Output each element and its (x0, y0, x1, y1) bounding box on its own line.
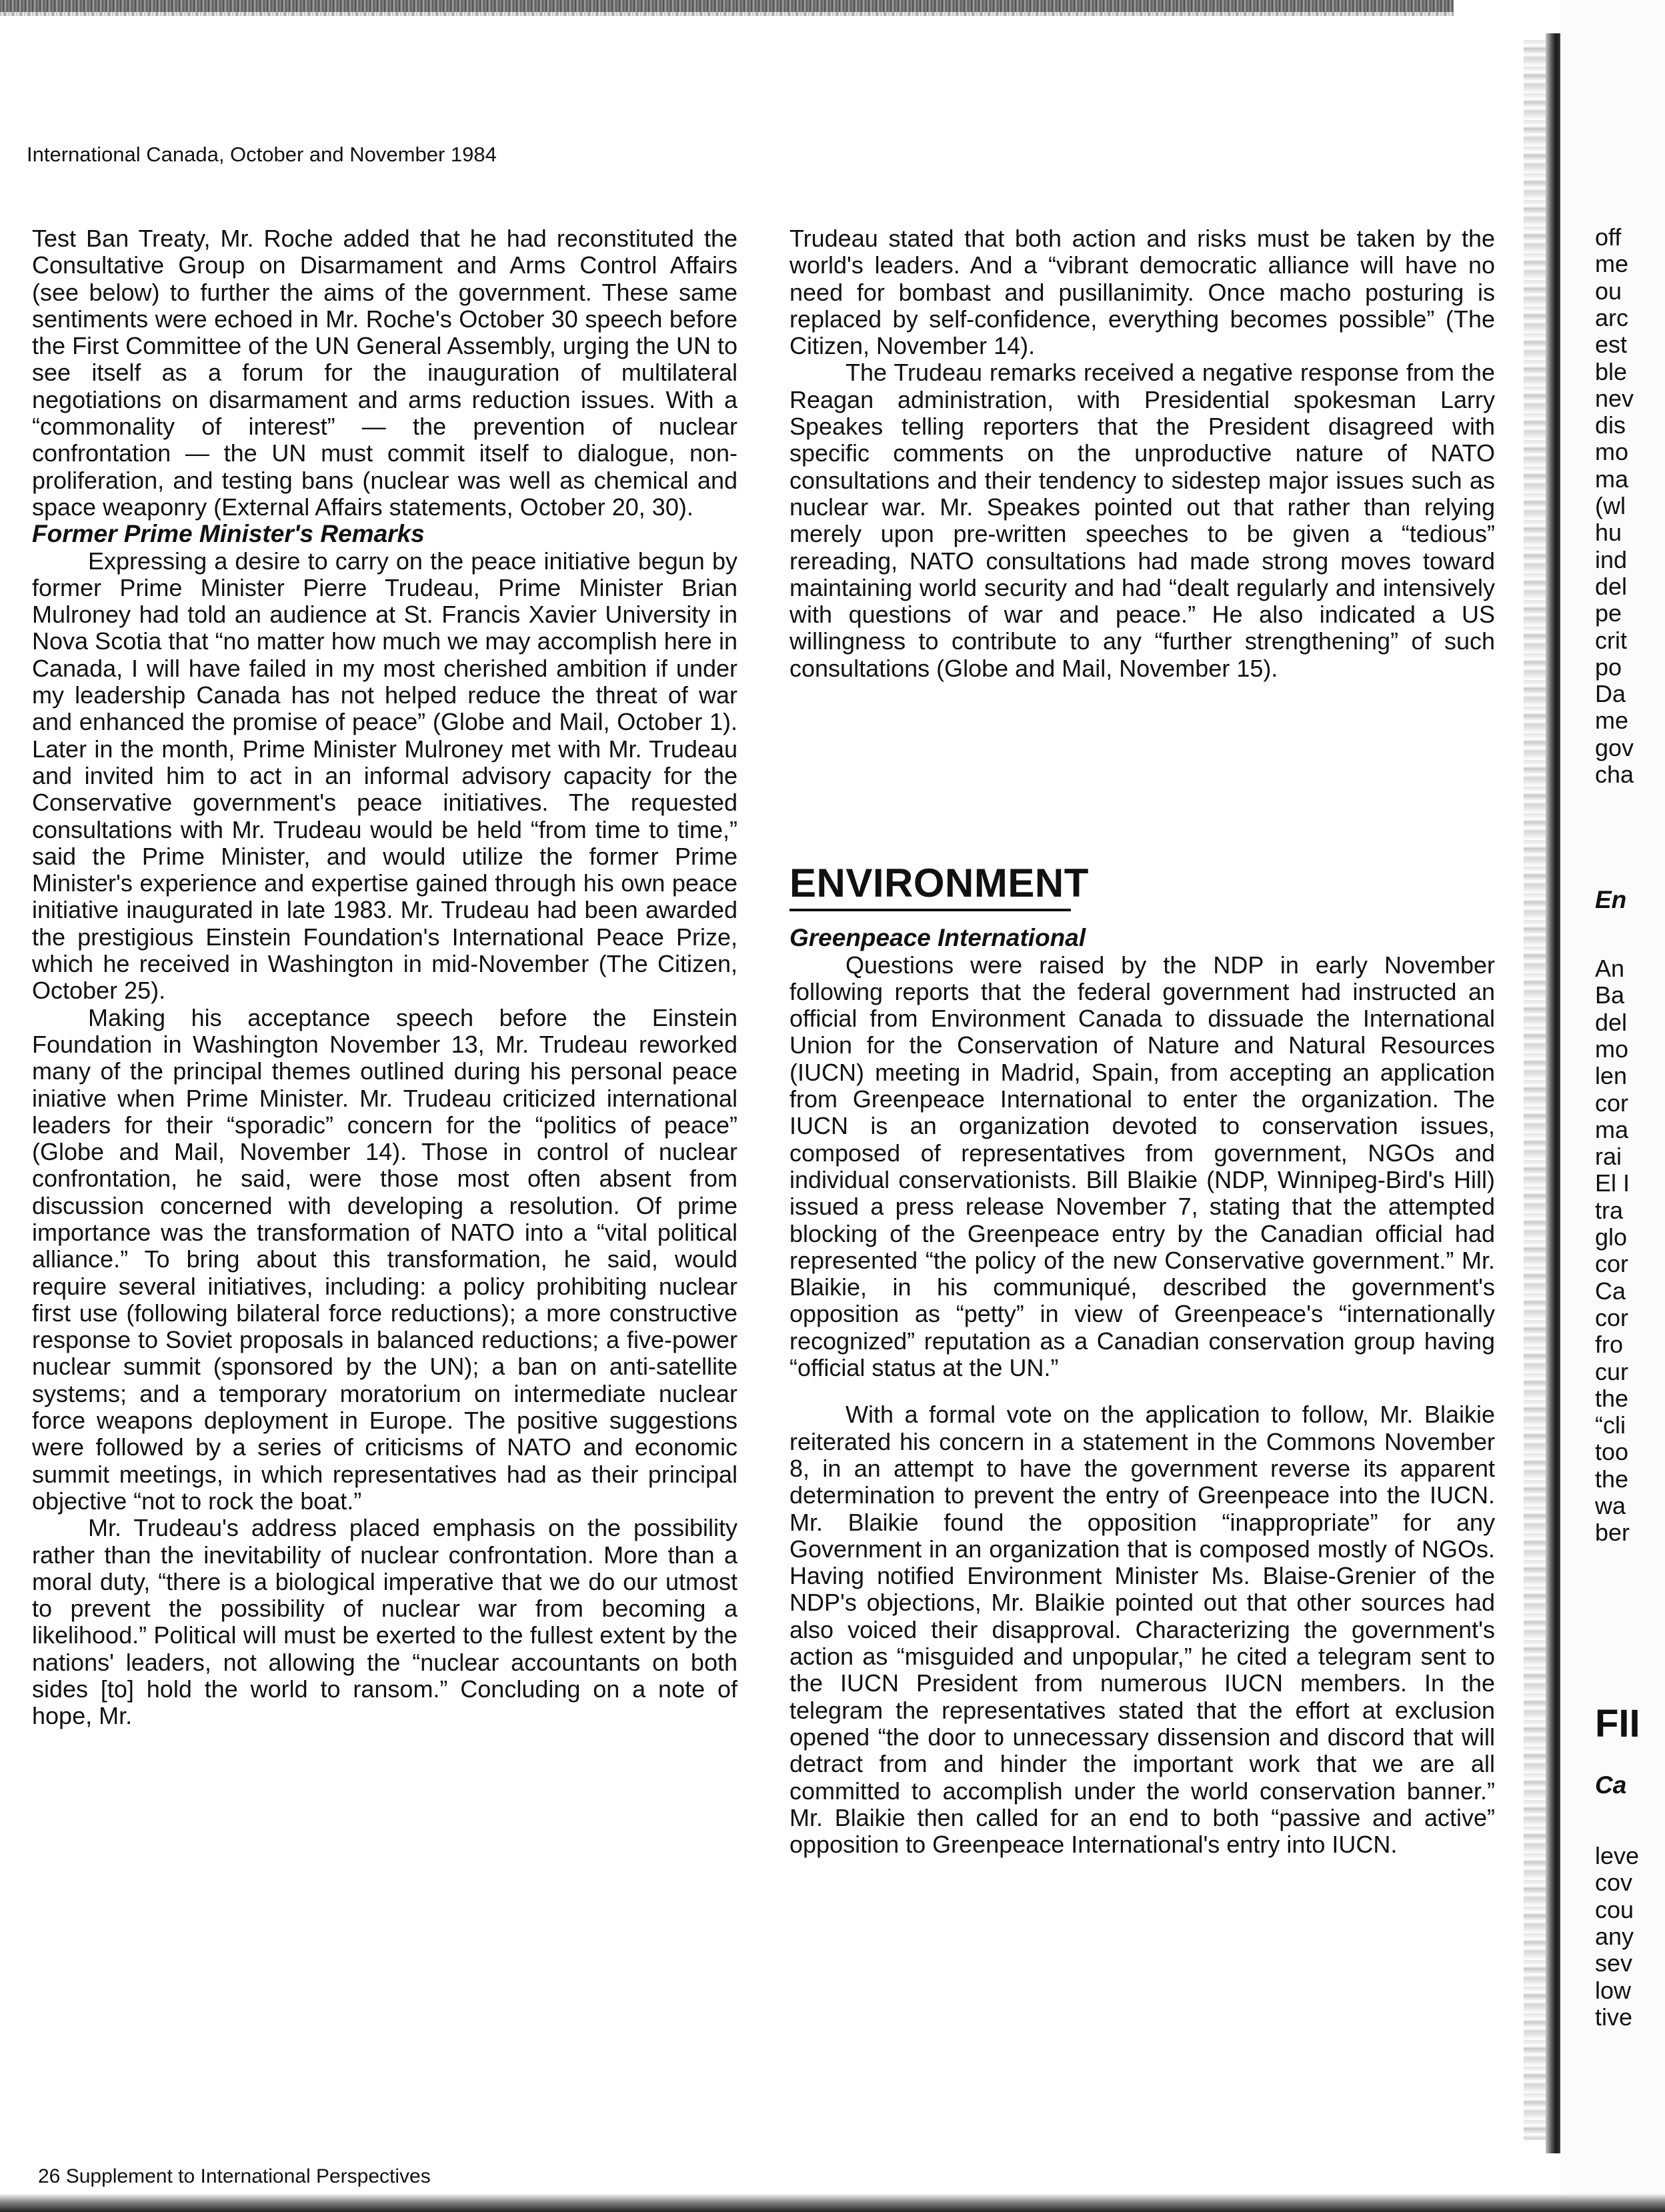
facing-line-fragment: Ba (1595, 981, 1625, 1009)
facing-line-fragment: ou (1595, 277, 1622, 305)
facing-line-fragment: ind (1595, 545, 1628, 573)
facing-line-fragment: po (1595, 653, 1622, 681)
mid-paragraph-1: Trudeau stated that both action and risks must be taken by the world's leaders. And a “vibrant democratic alliance will have no need for bombast and pusillanimity. Once macho posturing is replaced by self-confidence, everything becomes possible” (The Citizen, November 14). (789, 225, 1495, 360)
left-paragraph-2: Expressing a desire to carry on the peace initiative begun by former Prime Minister Pierre Trudeau, Prime Minister Brian Mulroney had told an audience at St. Francis Xavier University in Nova Scotia that “no matter how much we may accomplish here in Canada, I will have failed in my most cherished ambition if under my leadership Canada has not helped reduce the threat of war and enhanced the promise of peace” (Globe and Mail, October 1). Later in the month, Prime Minister Mulroney met with Mr. Trudeau and invited him to act in an informal advisory capacity for the Conservative government's peace initiatives. The requested consultations with Mr. Trudeau would be held “from time to time,” said the Prime Minister, and would utilize the former Prime Minister's experience and expertise gained through his own peace initiative inaugurated in late 1983. Mr. Trudeau had been awarded the prestigious Einstein Foundation's International Peace Prize, which he received in Washington in mid-November (The Citizen, October 25). (32, 547, 737, 1005)
facing-line-fragment: cor (1595, 1303, 1629, 1331)
left-paragraph-1: Test Ban Treaty, Mr. Roche added that he had reconstituted the Consultative Group on Disarmament and Arms Control Affairs (see below) to further the aims of the government. These same sentiments were echoed in Mr. Roche's October 30 speech before the First Committee of the UN General Assembly, urging the UN to see itself as a forum for the inauguration of multilateral negotiations on disarmament and arms reduction issues. With a “commonality of interest” — the prevention of nuclear confrontation — the UN must commit itself to dialogue, non-proliferation, and testing bans (nuclear was well as chemical and space weaponry (External Affairs statements, October 20, 30). (32, 225, 737, 521)
facing-line-fragment: ber (1595, 1519, 1630, 1547)
facing-subhead-2: Ca (1595, 1771, 1627, 1799)
facing-line-fragment: wa (1595, 1492, 1626, 1519)
subhead-greenpeace: Greenpeace International (789, 924, 1086, 952)
facing-line-fragment: dis (1595, 411, 1626, 439)
facing-line-fragment: cor (1595, 1250, 1629, 1278)
scan-edge-top-light (0, 12, 1454, 16)
middle-column-upper (789, 225, 1495, 682)
facing-line-fragment: me (1595, 707, 1629, 735)
facing-line-fragment: cou (1595, 1895, 1634, 1923)
facing-line-fragment: rai (1595, 1143, 1622, 1171)
facing-line-fragment: any (1595, 1922, 1634, 1950)
facing-line-fragment: del (1595, 572, 1628, 600)
left-column (32, 225, 737, 1730)
facing-line-fragment: hu (1595, 519, 1622, 547)
facing-line-fragment: cor (1595, 1089, 1629, 1117)
facing-line-fragment: mo (1595, 1035, 1629, 1063)
facing-line-fragment: ma (1595, 1115, 1629, 1143)
environment-section (789, 861, 1495, 1859)
facing-line-fragment: the (1595, 1384, 1629, 1412)
facing-line-fragment: del (1595, 1008, 1628, 1036)
section-heading-environment: ENVIRONMENT (789, 861, 1089, 905)
facing-line-fragment: mo (1595, 438, 1629, 466)
book-spine (1546, 33, 1560, 2153)
facing-line-fragment: ma (1595, 465, 1629, 493)
facing-line-fragment: An (1595, 955, 1625, 982)
facing-line-fragment: pe (1595, 599, 1622, 627)
page-footer: 26 Supplement to International Perspectives (38, 2165, 431, 2187)
facing-line-fragment: tra (1595, 1196, 1624, 1224)
facing-line-fragment: crit (1595, 626, 1627, 654)
left-paragraph-3: Making his acceptance speech before the Einstein Foundation in Washington November 13, Mr. Trudeau reworked many of the principal themes outlined during his personal peace iniative when Prime Minister. Mr. Trudeau criticized international leaders for their “sporadic” concern for the “politics of peace” (Globe and Mail, November 14). Those in control of nuclear confrontation, he said, were those most often absent from discussion concerned with developing a resolution. Of prime importance was the transformation of NATO into a “vital political alliance.” To bring about this transformation, he said, would require several initiatives, including: a policy prohibiting nuclear first use (following bilateral force reductions); a more constructive response to Soviet proposals in balanced reductions; a five-power nuclear summit (sponsored by the UN); a ban on anti-satellite systems; and a temporary moratorium on intermediate nuclear force weapons deployment in Europe. The positive suggestions were followed by a series of criticisms of NATO and economic summit meetings, in which representatives had as their principal objective “not to rock the boat.” (32, 1003, 737, 1515)
left-paragraph-4: Mr. Trudeau's address placed emphasis on the possibility rather than the inevitability of nuclear confrontation. More than a moral duty, “there is a biological imperative that we do our utmost to prevent the possibility of nuclear war from becoming a likelihood.” Political will must be exerted to the fullest extent by the nations' leaders, not allowing the “nuclear accountants on both sides [to] hold the world to ransom.” Concluding on a note of hope, Mr. (32, 1514, 737, 1730)
facing-line-fragment: len (1595, 1062, 1628, 1090)
facing-subhead-1: En (1595, 886, 1627, 913)
facing-line-fragment: cha (1595, 761, 1634, 788)
gutter-shadow (1524, 40, 1546, 2140)
mid-paragraph-4: With a formal vote on the application to follow, Mr. Blaikie reiterated his concern in a statement in the Commons November 8, in an attempt to have the government reverse its apparent determination to prevent the entry of Greenpeace into the IUCN. Mr. Blaikie found the opposition “inappropriate” for any Government in an organization that is composed mostly of NGOs. Having notified Environment Minister Ms. Blaise-Grenier of the NDP's objections, Mr. Blaikie pointed out that other sources had also voiced their disapproval. Characterizing the government's action as “misguided and unpopular,” he cited a telegram sent to the IUCN President from numerous IUCN members. In the telegram the representatives stated that the effort at exclusion opened “the door to unnecessary dissension and discord that will detract from and hinder the important work that we are all committed to accomplish under the world conservation banner.” Mr. Blaikie then called for an end to both “passive and active” opposition to Greenpeace International's entry into IUCN. (789, 1401, 1495, 1859)
mid-paragraph-3: Questions were raised by the NDP in early November following reports that the federal government had instructed an official from Environment Canada to dissuade the International Union for the Conservation of Nature and Natural Resources (IUCN) meeting in Madrid, Spain, from accepting an application from Greenpeace International to enter the organization. The IUCN is an organization devoted to conservation issues, composed of representatives from government, NGOs and individual conservationists. Bill Blaikie (NDP, Winnipeg-Bird's Hill) issued a press release November 7, stating that the attempted blocking of the Greenpeace entry by the Canadian official had represented “the policy of the new Conservative government.” Mr. Blaikie, in his communiqué, described the government's opposition as “petty” in view of Greenpeace's “internationally recognized” reputation as a Canadian conservation group having “official status at the UN.” (789, 951, 1495, 1382)
running-head: International Canada, October and November 1984 (27, 143, 497, 166)
facing-line-fragment: arc (1595, 303, 1629, 331)
facing-line-fragment: “cli (1595, 1411, 1626, 1439)
facing-line-fragment: ble (1595, 357, 1628, 385)
facing-line-fragment: me (1595, 250, 1629, 278)
facing-line-fragment: the (1595, 1465, 1629, 1493)
facing-line-fragment: sev (1595, 1949, 1633, 1977)
facing-line-fragment: Ca (1595, 1277, 1626, 1305)
facing-line-fragment: tive (1595, 2003, 1633, 2031)
facing-section-heading: FII (1595, 1702, 1640, 1745)
facing-line-fragment: Da (1595, 680, 1626, 708)
facing-line-fragment: gov (1595, 733, 1634, 761)
facing-line-fragment: nev (1595, 384, 1634, 412)
scan-edge-bottom (0, 2193, 1665, 2212)
subhead-former-prime-minister: Former Prime Minister's Remarks (32, 520, 425, 548)
scan-edge-top (0, 0, 1454, 12)
facing-line-fragment: El I (1595, 1169, 1630, 1197)
mid-paragraph-2: The Trudeau remarks received a negative response from the Reagan administration, with Presidential spokesman Larry Speakes telling reporters that the President disagreed with specific comments on the unproductive nature of NATO consultations and their tendency to sidestep major issues such as nuclear war. Mr. Speakes pointed out that rather than relying merely upon pre-written speeches to be given a “tedious” rereading, NATO consultations had made strong moves toward maintaining world security and had “dealt regularly and intensively with questions of war and peace.” He also indicated a US willingness to contribute to any “further strengthening” of such consultations (Globe and Mail, November 15). (789, 359, 1495, 682)
facing-line-fragment: (wl (1595, 492, 1626, 519)
facing-line-fragment: leve (1595, 1842, 1640, 1869)
facing-line-fragment: est (1595, 331, 1628, 359)
facing-line-fragment: cur (1595, 1357, 1629, 1385)
facing-line-fragment: glo (1595, 1223, 1628, 1251)
facing-line-fragment: low (1595, 1976, 1632, 2004)
facing-line-fragment: fro (1595, 1331, 1624, 1359)
facing-line-fragment: cov (1595, 1869, 1633, 1897)
facing-line-fragment: too (1595, 1438, 1629, 1466)
facing-line-fragment: off (1595, 223, 1622, 251)
section-rule (789, 909, 1071, 911)
